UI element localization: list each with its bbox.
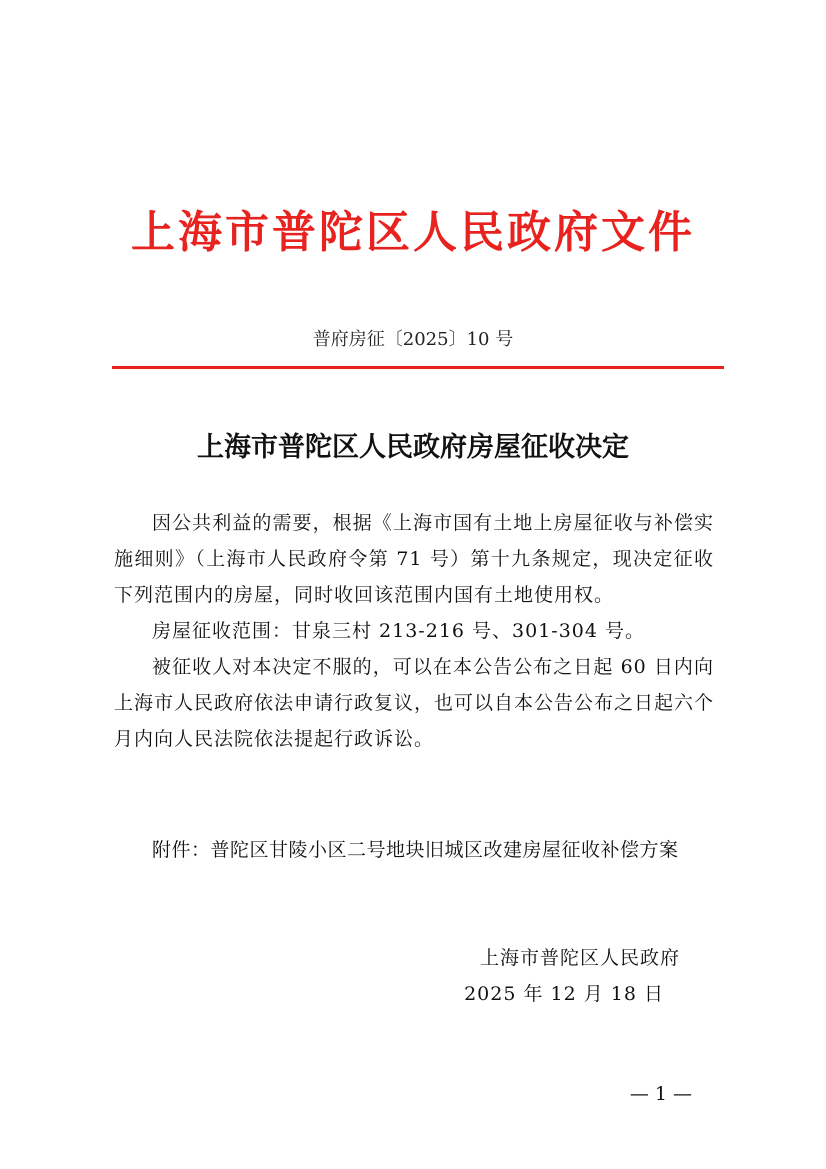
document-title: 上海市普陀区人民政府房屋征收决定 (197, 432, 629, 463)
red-divider-line (112, 366, 724, 369)
document-number: 普府房征〔2025〕10 号 (312, 329, 514, 350)
signature-block (464, 940, 680, 1012)
attachment-note: 附件：普陀区甘陵小区二号地块旧城区改建房屋征收补偿方案 (152, 839, 679, 861)
body-paragraph-scope: 房屋征收范围：甘泉三村 213-216 号、301-304 号。 (152, 620, 646, 642)
body-paragraph-basis: 因公共利益的需要，根据《上海市国有土地上房屋征收与补偿实施细则》（上海市人民政府令第 71 号）第十九条规定，现决定征收下列范围内的房屋，同时收回该范围内国有土地使用权。 (114, 512, 714, 606)
page-number: — 1 — (629, 1083, 692, 1105)
body-paragraph-appeal: 被征收人对本决定不服的，可以在本公告公布之日起 60 日内向上海市人民政府依法申请行政复议，也可以自本公告公布之日起六个月内向人民法院依法提起行政诉讼。 (114, 656, 715, 750)
signing-date: 2025 年 12 月 18 日 (464, 983, 664, 1005)
signing-organization: 上海市普陀区人民政府 (479, 947, 680, 969)
document-body (114, 505, 714, 757)
red-header-title: 上海市普陀区人民政府文件 (131, 207, 695, 258)
